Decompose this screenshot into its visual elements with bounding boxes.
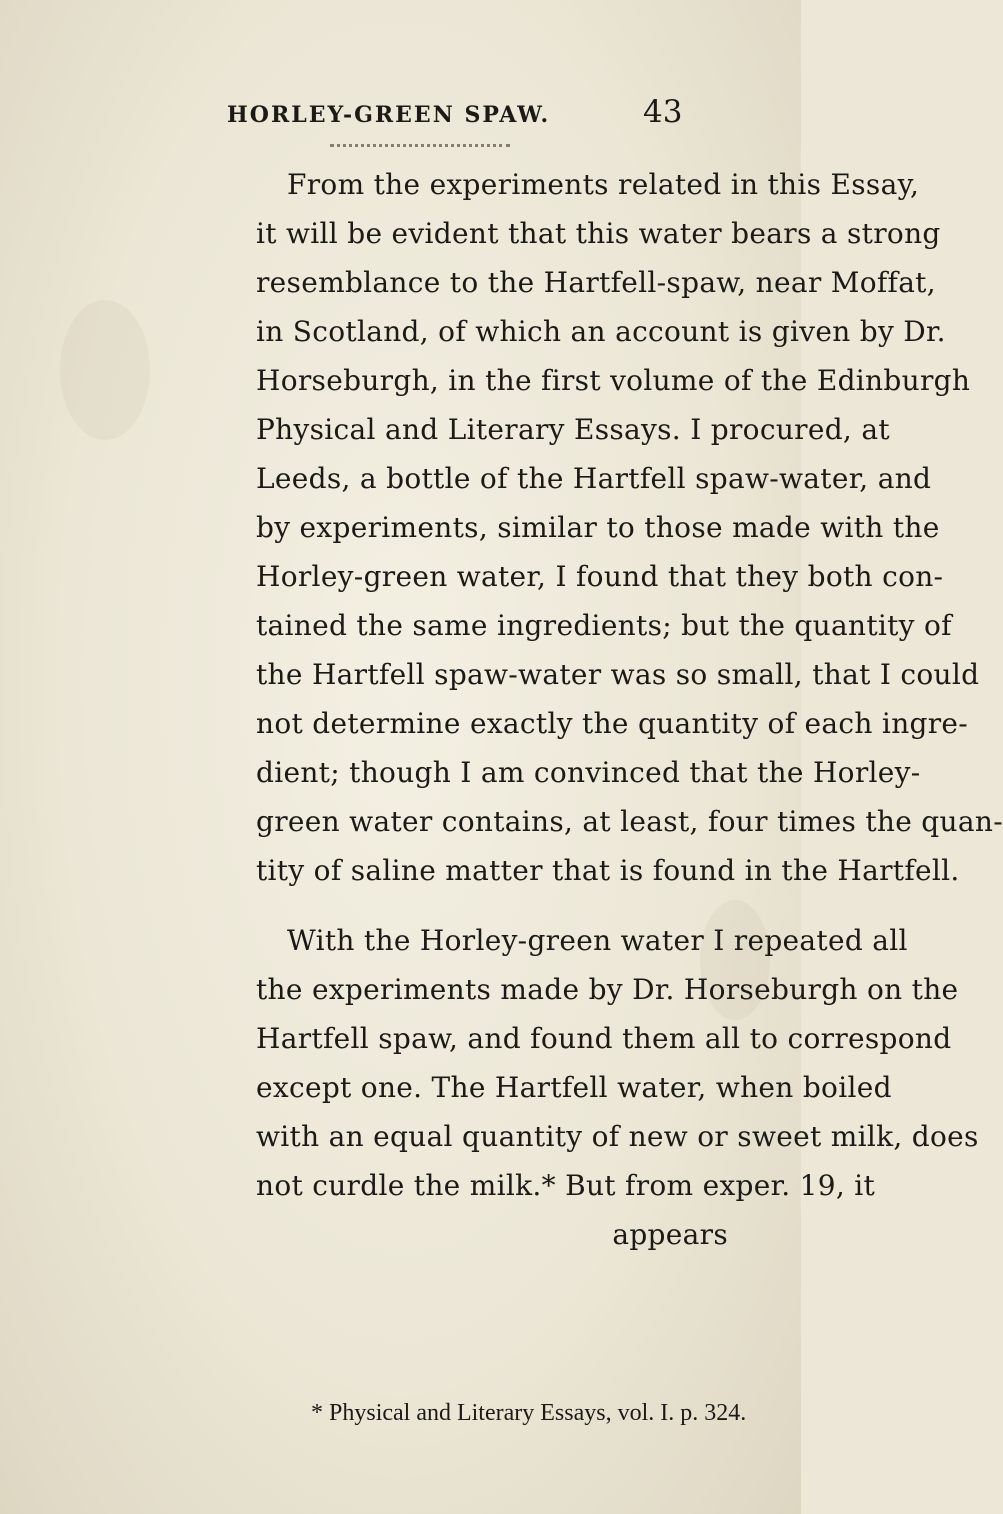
text-line: Horley-green water, I found that they both con- bbox=[256, 560, 944, 593]
page-header bbox=[0, 94, 801, 134]
catchword: appears bbox=[612, 1218, 728, 1251]
text-line: green water contains, at least, four times the quan- bbox=[256, 805, 1003, 838]
text-line: Hartfell spaw, and found them all to correspond bbox=[256, 1022, 952, 1055]
text-line: dient; though I am convinced that the Horley- bbox=[256, 756, 921, 789]
text-line: Leeds, a bottle of the Hartfell spaw-water, and bbox=[256, 462, 932, 495]
header-ornament-rule bbox=[330, 144, 510, 152]
text-line: With the Horley-green water I repeated all bbox=[287, 924, 908, 957]
text-line: not curdle the milk.* But from exper. 19, it bbox=[256, 1169, 876, 1202]
text-line: by experiments, similar to those made with the bbox=[256, 511, 940, 544]
text-line: From the experiments related in this Essay, bbox=[287, 168, 920, 201]
page-number: 43 bbox=[643, 94, 683, 130]
text-line: tity of saline matter that is found in the Hartfell. bbox=[256, 854, 960, 887]
text-line: with an equal quantity of new or sweet milk, does bbox=[256, 1120, 979, 1153]
text-line: Physical and Literary Essays. I procured, at bbox=[256, 413, 890, 446]
running-title: HORLEY-GREEN SPAW. bbox=[227, 102, 551, 128]
text-line: in Scotland, of which an account is given by Dr. bbox=[256, 315, 946, 348]
footnote: * Physical and Literary Essays, vol. I. p. 324. bbox=[311, 1400, 747, 1426]
text-line: except one. The Hartfell water, when boiled bbox=[256, 1071, 892, 1104]
paper-stain bbox=[60, 300, 150, 440]
text-line: Horseburgh, in the first volume of the Edinburgh bbox=[256, 364, 971, 397]
text-line: the experiments made by Dr. Horseburgh on the bbox=[256, 973, 959, 1006]
paragraph-2 bbox=[256, 916, 979, 1260]
body-text bbox=[256, 160, 1003, 1260]
text-line: not determine exactly the quantity of each ingre- bbox=[256, 707, 969, 740]
paragraph-1 bbox=[256, 160, 1003, 895]
text-line: tained the same ingredients; but the quantity of bbox=[256, 609, 952, 642]
text-line: it will be evident that this water bears a strong bbox=[256, 217, 941, 250]
text-line: resemblance to the Hartfell-spaw, near Moffat, bbox=[256, 266, 936, 299]
text-line: the Hartfell spaw-water was so small, that I could bbox=[256, 658, 980, 691]
